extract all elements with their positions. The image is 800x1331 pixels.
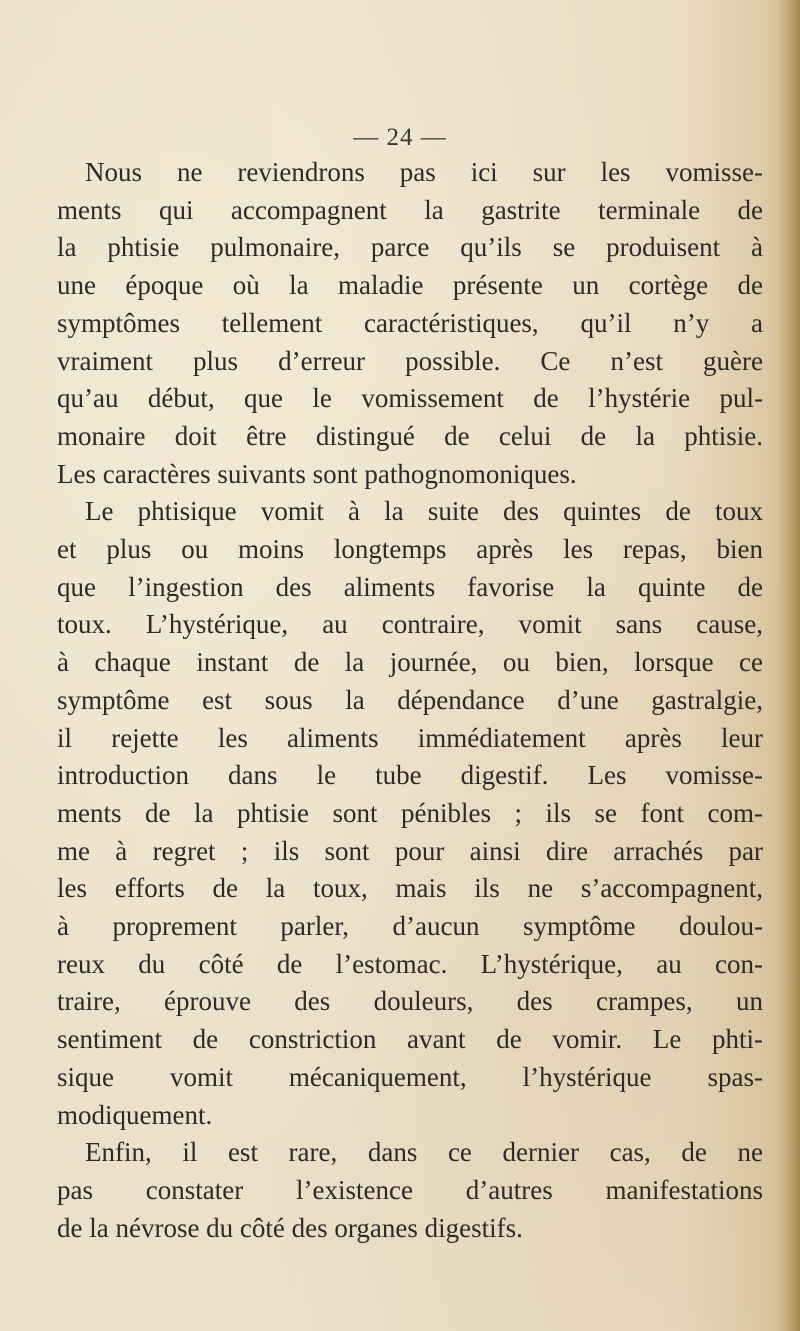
text-line: à chaque instant de la journée, ou bien, lorsque ce [57, 647, 763, 678]
text-line: Le phtisique vomit à la suite des quintes de toux [85, 496, 763, 527]
paragraph [57, 154, 763, 493]
text-line: qu’au début, que le vomissement de l’hystérie pul- [57, 383, 763, 414]
text-line: me à regret ; ils sont pour ainsi dire arrachés par [57, 835, 763, 866]
text-line: Les caractères suivants sont pathognomoniques. [57, 458, 577, 489]
text-line: Enfin, il est rare, dans ce dernier cas, de ne [85, 1137, 763, 1168]
text-line: à proprement parler, d’aucun symptôme doulou- [57, 911, 763, 942]
text-line: les efforts de la toux, mais ils ne s’accompagnent, [57, 873, 763, 904]
text-line: traire, éprouve des douleurs, des crampes, un [57, 986, 763, 1017]
text-line: ments qui accompagnent la gastrite terminale de [57, 194, 763, 225]
text-line: symptômes tellement caractéristiques, qu’il n’y a [57, 307, 763, 338]
text-line: sentiment de constriction avant de vomir. Le phti- [57, 1024, 763, 1055]
paragraph [57, 493, 763, 1134]
page-number: — 24 — [353, 124, 447, 151]
text-line: la phtisie pulmonaire, parce qu’ils se produisent à [57, 232, 763, 263]
text-line: reux du côté de l’estomac. L’hystérique, au con- [57, 948, 763, 979]
text-line: symptôme est sous la dépendance d’une gastralgie, [57, 684, 763, 715]
page-edge-shadow [778, 0, 800, 1331]
text-line: sique vomit mécaniquement, l’hystérique spas- [57, 1061, 763, 1092]
text-line: monaire doit être distingué de celui de la phtisie. [57, 420, 763, 451]
text-line: toux. L’hystérique, au contraire, vomit sans cause, [57, 609, 763, 640]
text-line: introduction dans le tube digestif. Les vomisse- [57, 760, 763, 791]
paragraph [57, 1134, 763, 1247]
text-line: modiquement. [57, 1099, 213, 1130]
text-line: il rejette les aliments immédiatement après leur [57, 722, 763, 753]
text-line: Nous ne reviendrons pas ici sur les vomisse- [85, 157, 763, 187]
text-line: de la névrose du côté des organes digestifs. [57, 1212, 523, 1243]
text-line: que l’ingestion des aliments favorise la quinte de [57, 571, 763, 602]
text-line: et plus ou moins longtemps après les repas, bien [57, 534, 763, 565]
text-line: pas constater l’existence d’autres manifestations [57, 1174, 763, 1205]
text-line: vraiment plus d’erreur possible. Ce n’est guère [57, 345, 763, 376]
text-line: ments de la phtisie sont pénibles ; ils se font com- [57, 797, 763, 828]
text-line: une époque où la maladie présente un cortège de [57, 270, 763, 301]
body-text [57, 154, 763, 1247]
